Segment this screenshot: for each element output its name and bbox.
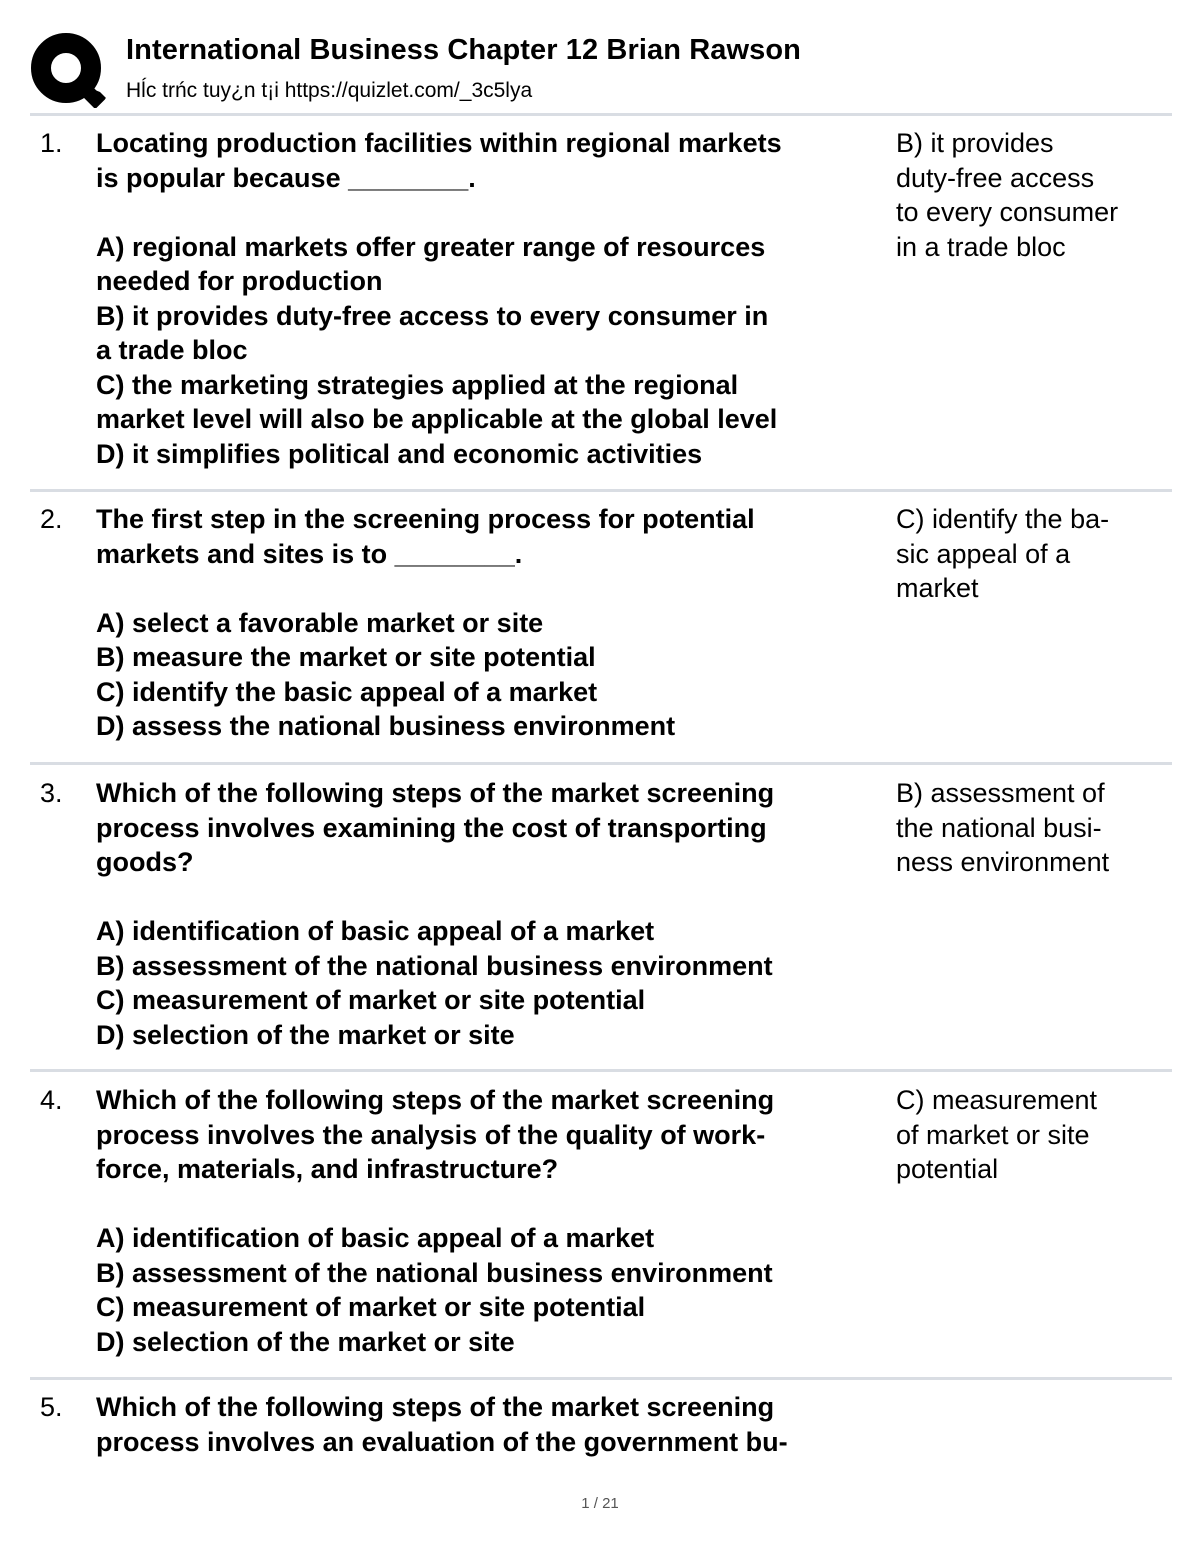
card-answer: C) measurement of market or site potential [896, 1085, 1098, 1184]
card-question: Which of the following steps of the market screening process involves an evaluation of the government bu- [96, 1392, 788, 1457]
document-title: International Business Chapter 12 Brian Rawson [126, 34, 801, 66]
option-d: D) assess the national business environment [96, 711, 676, 741]
card-number: 4. [40, 1085, 63, 1115]
card-answer: B) assessment of the national busi- ness environment [896, 778, 1110, 877]
option-b: B) assessment of the national business environment [96, 1257, 773, 1288]
quizlet-q-logo-icon [30, 32, 106, 108]
flashcard-3 [30, 776, 1172, 1072]
page-number: 1 / 21 [581, 1495, 619, 1512]
flashcard-5 [30, 1390, 1172, 1470]
card-question: Locating production facilities within regional markets is popular because ________. A) regional markets offer greater range of resources needed for production B) it provides duty-free access to every consumer in a trade bloc C) the marketing strategies applied at the regional market level will also be applicable at the global level D) it simplifies political and economic activities [96, 126, 896, 471]
flashcard-4 [30, 1083, 1172, 1380]
document-source-link[interactable]: Hĺc trńc tuy¿n t¡i https://quizlet.com/_3c5lya [126, 79, 533, 102]
flashcard-2 [30, 502, 1172, 765]
card-question: Which of the following steps of the market screening process involves examining the cost of transporting goods? A) identification of basic appeal of a market B) assessment of the national business environment C) measurement of market or site potential D) selection of the market or site [96, 776, 896, 1052]
header-divider [30, 113, 1172, 116]
option-a: A) regional markets offer greater range of resources [96, 231, 766, 262]
flashcard-1 [30, 126, 1172, 492]
option-c: C) measurement of market or site potential [96, 1292, 646, 1322]
card-divider [30, 489, 1172, 492]
option-a: A) select a favorable market or site [96, 607, 544, 638]
card-question: Which of the following steps of the market screening process involves the analysis of the quality of work- force, materials, and infrastructure? A) identification of basic appeal of a market B) assessment of the national business environment C) measurement of market or site potential D) selection of the market or site [96, 1083, 896, 1359]
document-header [30, 28, 1172, 112]
card-divider [30, 1377, 1172, 1380]
card-divider [30, 762, 1172, 765]
option-b: B) measure the market or site potential [96, 642, 596, 672]
card-question: The first step in the screening process for potential markets and sites is to ________. A) select a favorable market or site B) measure the market or site potential C) identify the basic appeal of a market D) assess the national business environment [96, 502, 896, 744]
option-b: B) assessment of the national business environment [96, 950, 773, 981]
option-c: C) the marketing strategies applied at the regional [96, 369, 739, 400]
option-d: D) selection of the market or site [96, 1326, 515, 1357]
option-a: A) identification of basic appeal of a market [96, 916, 655, 946]
option-d: D) it simplifies political and economic activities [96, 438, 703, 469]
option-c: C) identify the basic appeal of a market [96, 676, 598, 707]
option-a: A) identification of basic appeal of a market [96, 1223, 655, 1253]
option-c: C) measurement of market or site potential [96, 985, 646, 1015]
card-divider [30, 1069, 1172, 1072]
card-number: 2. [40, 504, 63, 534]
card-answer: C) identify the ba- sic appeal of a market [896, 504, 1110, 603]
card-number: 1. [40, 128, 63, 158]
option-b: B) it provides duty-free access to every consumer in [96, 300, 769, 331]
card-answer: B) it provides duty-free access to every consumer in a trade bloc [896, 128, 1119, 262]
option-d: D) selection of the market or site [96, 1019, 515, 1050]
card-number: 3. [40, 778, 63, 808]
card-number: 5. [40, 1392, 63, 1422]
